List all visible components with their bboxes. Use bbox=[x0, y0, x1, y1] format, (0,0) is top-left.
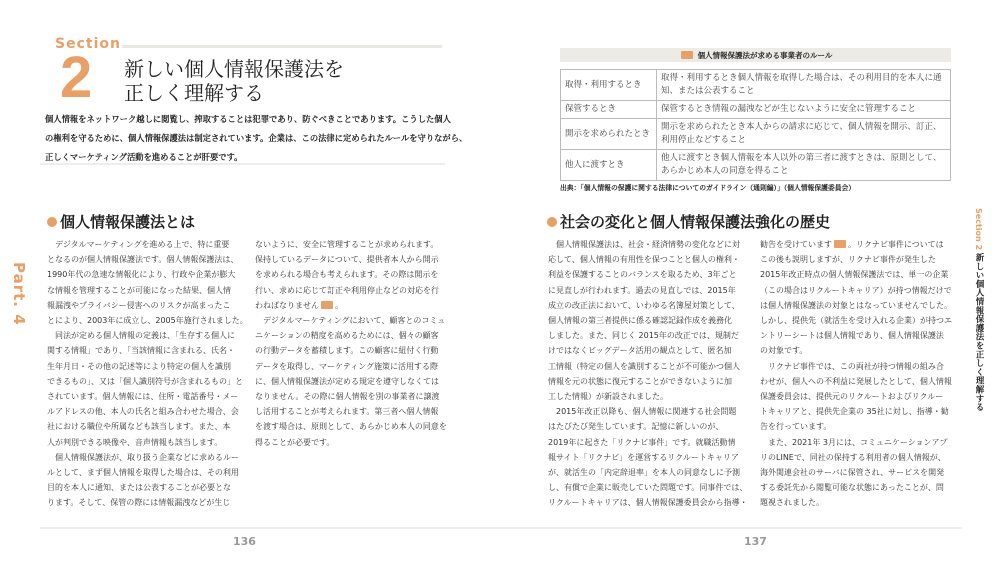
body-line: 社における職位や所属なども該当します。また、本 bbox=[47, 422, 231, 432]
section-heading-left bbox=[47, 211, 195, 232]
body-line: 2015年改正時点の個人情報保護法では、単一の企業 bbox=[760, 270, 949, 280]
body-line: ントリーシートは個人情報であり、個人情報保護法 bbox=[760, 331, 944, 341]
body-line: を渡す場合は、原則として、あらかじめ本人の同意を bbox=[255, 422, 447, 432]
section-label: Section bbox=[55, 36, 121, 52]
body-line: 利益を保護することのバランスを取るため、3年ごと bbox=[548, 270, 737, 280]
rule-situation: 他人に渡すとき bbox=[561, 150, 657, 181]
heading-text: 社会の変化と個人情報保護法強化の歴史 bbox=[560, 213, 831, 231]
body-line: となるのが個人情報保護法です。個人情報保護法は、 bbox=[47, 255, 239, 265]
body-line: しました。また、同じく 2015年の改正では、規制だ bbox=[548, 331, 739, 341]
intro-line: 正しくマーケティング活動を進めることが肝要です。 bbox=[45, 152, 243, 162]
text: 。 bbox=[335, 300, 343, 310]
body-line: （この場合はリクルートキャリア）が持つ情報だけで bbox=[760, 285, 952, 295]
body-line: なりません。その際に個人情報を別の事業者に譲渡 bbox=[255, 392, 440, 402]
intro-divider bbox=[40, 163, 445, 165]
page-number-right: 137 bbox=[744, 535, 767, 548]
body-line: 生年月日・その他の記述等により特定の個人を識別 bbox=[47, 361, 231, 371]
body-line: ルアドレスの他、本人の氏名と組み合わせた場合、会 bbox=[47, 407, 239, 417]
body-line: 同法が定める個人情報の定義は、「生存する個人に bbox=[47, 331, 235, 341]
body-line: リクナビ事件では、この両社が持つ情報の組み合 bbox=[760, 361, 944, 371]
side-section-title: 新しい個人情報保護法を正しく理解する bbox=[974, 253, 984, 412]
body-line: とにより、2003年に成立し、2005年施行されました。 bbox=[47, 316, 248, 326]
body-line: 題視されました。 bbox=[760, 498, 824, 508]
body-line: 情報を元の状態に復元することができないように加 bbox=[548, 376, 732, 386]
figure-number-icon bbox=[681, 51, 693, 59]
part-tab: Part. 4 bbox=[10, 262, 28, 326]
body-line: 成立の改正法において、いわゆる名簿屋対策として、 bbox=[548, 300, 740, 310]
rule-situation: 開示を求められたとき bbox=[561, 119, 657, 150]
body-column-4 bbox=[760, 237, 960, 511]
body-line: 保持しているデータについて、提供者本人から開示 bbox=[255, 255, 439, 265]
body-line bbox=[255, 298, 455, 313]
rule-description: 保管するとき情報の漏洩などが生じないように安全に管理すること bbox=[657, 101, 951, 119]
figure-ref-icon bbox=[321, 301, 333, 309]
body-line: できるもの」、又は「個人識別符号が含まれるもの」と bbox=[47, 376, 243, 386]
body-line: 2019年に起きた「リクナビ事件」です。就職活動情 bbox=[548, 437, 736, 447]
figure-ref-icon bbox=[834, 240, 846, 248]
rule-description: 他人に渡すとき個人情報を本人以外の第三者に渡すときは、原則として、あらかじめ本人の同意を得ること bbox=[657, 150, 951, 181]
rule-situation: 保管するとき bbox=[561, 101, 657, 119]
body-line: の行動データを蓄積します。この顧客に紐付く行動 bbox=[255, 346, 439, 356]
body-line: 得ることが必要です。 bbox=[255, 437, 335, 447]
section-number: 2 bbox=[60, 45, 93, 110]
body-line: 報漏洩やプライバシー侵害へのリスクが高まったこ bbox=[47, 300, 231, 310]
page-title-line-1: 新しい個人情報保護法を bbox=[124, 57, 344, 81]
text: 勧告を受けています bbox=[760, 240, 832, 249]
body-line: けではなくビッグデータ活用の観点として、匿名加 bbox=[548, 346, 732, 356]
body-line: はたびたび発生しています。記憶に新しいのが、 bbox=[548, 422, 724, 432]
intro-text bbox=[45, 110, 468, 167]
table-caption-text: 個人情報保護法が求める事業者のルール bbox=[697, 50, 833, 60]
body-line: また、2021年 3月には、コミュニケーションアプ bbox=[760, 437, 948, 447]
intro-line: の権利を守るために、個人情報保護法は制定されています。企業は、この法律に定められたルールを守りながら、 bbox=[45, 133, 468, 143]
page-number-left: 136 bbox=[233, 535, 256, 548]
heading-text: 個人情報保護法とは bbox=[60, 213, 196, 231]
body-line: が、就活生の「内定辞退率」を本人の同意なしに予測 bbox=[548, 468, 740, 478]
body-line: に見直しが行われます。過去の見直しでは、2015年 bbox=[548, 285, 736, 295]
body-line: デジタルマーケティングを進める上で、特に重要 bbox=[47, 240, 230, 249]
body-line: リクルートキャリアは、個人情報保護委員会から指導・ bbox=[548, 498, 748, 508]
body-line: 保護委員会は、提供元のリクルートおよびリクルー bbox=[760, 392, 944, 402]
rule-situation: 取得・利用するとき bbox=[561, 70, 657, 101]
body-line: 目的を本人に通知、または公表することが必要とな bbox=[47, 483, 231, 493]
rules-table bbox=[560, 69, 951, 181]
body-line: する委託先から閲覧可能な状態にあったことが、問 bbox=[760, 483, 944, 493]
source-note: 出典：「個人情報の保護に関する法律についてのガイドライン（通則編）」（個人情報保護委員会） bbox=[560, 184, 856, 192]
body-line: を求められる場合も考えられます。その際は開示を bbox=[255, 270, 439, 280]
body-line: 報サイト「リクナビ」を運営するリクルートキャリア bbox=[548, 452, 739, 462]
rule-description: 取得・利用するとき個人情報を取得した場合は、その利用目的を本人に通知、または公表すること bbox=[657, 70, 951, 101]
body-line: し、有償で企業に販売していた問題です。同事件では、 bbox=[548, 483, 748, 493]
body-line: の対象です。 bbox=[760, 346, 808, 356]
body-line: 告を行っています。 bbox=[760, 422, 832, 432]
body-line: 工情報（特定の個人を識別することが不可能かつ個人 bbox=[548, 361, 740, 371]
body-line: 2015年改正以降も、個人情報に関連する社会問題 bbox=[548, 407, 737, 417]
body-line: な情報を管理することが可能になった結果、個人情 bbox=[47, 285, 231, 295]
body-line: し活用することが考えられます。第三者へ個人情報 bbox=[255, 407, 439, 417]
table-row bbox=[561, 150, 951, 181]
section-heading-right bbox=[547, 211, 830, 232]
body-line: デジタルマーケティングにおいて、顧客とのコミュ bbox=[255, 316, 446, 326]
body-line: 海外関連会社のサーバに保管され、サービスを開発 bbox=[760, 468, 945, 478]
body-line: ります。そして、保管の際には情報漏洩などが生じ bbox=[47, 498, 231, 508]
page-title-line-2: 正しく理解する bbox=[124, 81, 264, 105]
body-line: 個人情報保護法は、社会・経済情勢の変化などに対 bbox=[548, 240, 740, 249]
body-line: 行い、求めに応じて訂正や利用停止などの対応を行 bbox=[255, 285, 439, 295]
body-line: 応して、個人情報の有用性を保つことと個人の権利・ bbox=[548, 255, 740, 265]
text: 。リクナビ事件については bbox=[848, 240, 944, 249]
body-line: 関する情報」であり、「当該情報に含まれる、氏名・ bbox=[47, 346, 235, 356]
body-line: は個人情報保護法の対象とはなっていませんでした。 bbox=[760, 300, 952, 310]
body-line: ルとして、まず個人情報を取得した場合は、その利用 bbox=[47, 468, 239, 478]
body-line: 個人情報保護法が、取り扱う企業などに求めるルー bbox=[47, 452, 239, 462]
body-line: トキャリアと、提供先企業の 35社に対し、指導・勧 bbox=[760, 407, 949, 417]
body-line: 工した情報）が新設されました。 bbox=[548, 392, 668, 402]
body-line: データを取得し、マーケティング施策に活用する際 bbox=[255, 361, 439, 371]
table-caption bbox=[560, 48, 951, 62]
body-line: に、個人情報保護法が定める規定を遵守しなくては bbox=[255, 376, 439, 386]
table-row bbox=[561, 101, 951, 119]
body-line: リのLINEで、同社の保持する利用者の個人情報が、 bbox=[760, 452, 946, 462]
body-line: 個人情報の第三者提供に係る確認記録作成を義務化 bbox=[548, 316, 732, 326]
rule-description: 開示を求められたとき本人からの請求に応じて、個人情報を開示、訂正、利用停止などすること bbox=[657, 119, 951, 150]
side-section-label: Section 2 bbox=[974, 208, 983, 251]
body-line: 人が判別できる映像や、音声情報も該当します。 bbox=[47, 437, 223, 447]
body-line: しかし、提供先（就活生を受け入れる企業）が持つエ bbox=[760, 316, 952, 326]
intro-line: 個人情報をネットワーク越しに閲覧し、搾取することは犯罪であり、防ぐべきことであります。こうした個人 bbox=[45, 114, 451, 124]
table-row bbox=[561, 70, 951, 101]
bullet-dot-icon bbox=[47, 217, 57, 227]
body-line: わせが、個人への不利益に発展したとして、個人情報 bbox=[760, 376, 952, 386]
body-column-2 bbox=[255, 237, 455, 450]
body-line: この後も説明しますが、リクナビ事件が発生した bbox=[760, 255, 936, 265]
body-line: 1990年代の急速な情報化により、行政や企業が膨大 bbox=[47, 270, 236, 280]
header-divider bbox=[122, 45, 442, 48]
body-column-3 bbox=[548, 237, 748, 511]
body-line bbox=[760, 237, 960, 252]
table-row bbox=[561, 119, 951, 150]
bullet-dot-icon bbox=[547, 217, 557, 227]
body-line: されています。個人情報には、住所・電話番号・メー bbox=[47, 392, 239, 402]
body-line: ないように、安全に管理することが求められます。 bbox=[255, 240, 439, 249]
text: わねばなりません bbox=[255, 300, 319, 310]
body-column-1 bbox=[47, 237, 247, 511]
body-line: ニケーションの精度を高めるためには、個々の顧客 bbox=[255, 331, 439, 341]
footer-divider bbox=[40, 527, 962, 529]
